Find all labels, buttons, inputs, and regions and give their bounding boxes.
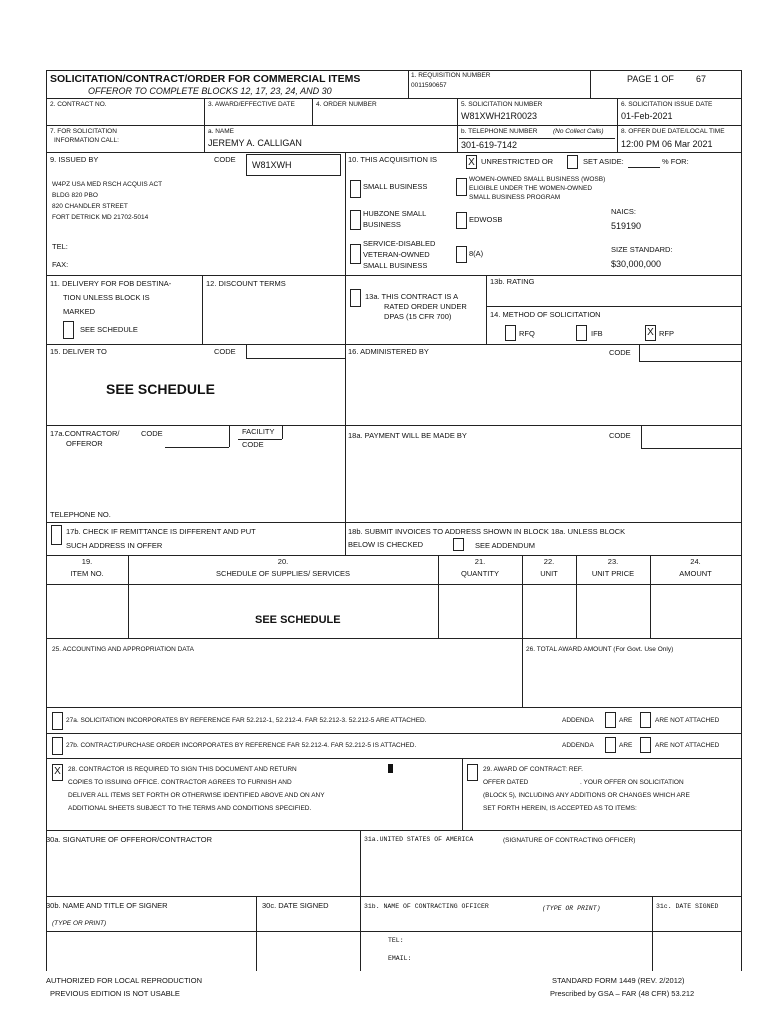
contractor-label-1: 17a.CONTRACTOR/ [50,429,120,438]
addenda-27a-are-checkbox[interactable] [605,712,616,728]
percent-for-label: % FOR: [662,157,689,166]
delivery-label-1: 11. DELIVERY FOR FOB DESTINA- [50,279,172,288]
issuer-tel: TEL: [52,242,68,251]
sign-line-2: COPIES TO ISSUING OFFICE. CONTRACTOR AGREES TO FURNISH AND [68,779,292,786]
phone-number: 301-619-7142 [461,140,518,150]
issuer-line-1: W4PZ USA MED RSCH ACQUIS ACT [52,181,163,188]
accounting-label: 25. ACCOUNTING AND APPROPRIATION DATA [52,646,194,653]
col-schedule: SCHEDULE OF SUPPLIES/ SERVICES [215,569,351,578]
signer-date-label: 30c. DATE SIGNED [262,901,329,910]
addenda-27b-not-checkbox[interactable] [640,737,651,753]
award-date-label: 3. AWARD/EFFECTIVE DATE [208,101,295,108]
contact-name: JEREMY A. CALLIGAN [208,138,302,148]
delivery-label-3: MARKED [63,307,96,316]
rated-line-1: 13a. THIS CONTRACT IS A [365,292,459,301]
invoice-line-1: 18b. SUBMIT INVOICES TO ADDRESS SHOWN IN BLOCK 18a. UNLESS BLOCK [348,527,626,536]
rfp-label: RFP [659,329,674,338]
requisition-number: 0011590657 [411,82,447,89]
deliver-to-label: 15. DELIVER TO [50,347,107,356]
contractor-code-label: CODE [141,429,163,438]
facility-label-2: CODE [242,440,264,449]
method-label: 14. METHOD OF SOLICITATION [490,310,601,319]
invoice-line-2: BELOW IS CHECKED [348,540,424,549]
col-23-number: 23. [607,557,619,566]
eight-a-checkbox[interactable] [456,246,467,263]
contact-name-label: a. NAME [208,128,235,135]
col-unit: UNIT [540,569,558,578]
facility-label-1: FACILITY [242,427,275,436]
hubzone-line-2: BUSINESS [363,220,401,229]
rated-line-3: DPAS (15 CFR 700) [384,312,452,321]
copies-mark [388,764,393,773]
administered-by-label: 16. ADMINISTERED BY [348,347,429,356]
phone-note: (No Collect Calls) [553,128,604,135]
unrestricted-checkbox[interactable]: X [466,155,477,169]
signer-name-label: 30b. NAME AND TITLE OF SIGNER [46,901,168,910]
sign-line-1: 28. CONTRACTOR IS REQUIRED TO SIGN THIS DOCUMENT AND RETURN [68,766,297,773]
issue-date-label: 6. SOLICITATION ISSUE DATE [621,101,713,108]
addenda-27a-label: ADDENDA [562,717,594,724]
addenda-27a-are: ARE [619,717,633,724]
footer-standard-form: STANDARD FORM 1449 (REV. 2/2012) [552,976,685,985]
issuer-fax: FAX: [52,260,69,269]
items-see-schedule: SEE SCHEDULE [255,614,341,626]
issuer-line-2: BLDG 820 PBO [52,192,98,199]
far-27a-checkbox[interactable] [52,712,63,730]
sign-line-3: DELIVER ALL ITEMS SET FORTH OR OTHERWISE IDENTIFIED ABOVE AND ON ANY [68,792,325,799]
co-tel-label: TEL: [388,937,404,944]
rfp-checkbox[interactable]: X [645,325,656,341]
issuer-line-3: 820 CHANDLER STREET [52,203,128,210]
co-signature-label: (SIGNATURE OF CONTRACTING OFFICER) [503,837,636,844]
addenda-27b-are-checkbox[interactable] [605,737,616,753]
wosb-line-2: ELIGIBLE UNDER THE WOMEN-OWNED [469,185,593,192]
addenda-27b-are: ARE [619,742,633,749]
deliver-to-see-schedule: SEE SCHEDULE [106,381,215,397]
addenda-27a-not: ARE NOT ATTACHED [655,717,720,724]
remittance-line-2: SUCH ADDRESS IN OFFER [66,541,163,550]
issued-by-label: 9. ISSUED BY [50,155,99,164]
sdvosb-line-3: SMALL BUSINESS [363,261,428,270]
small-business-checkbox[interactable] [350,180,361,198]
wosb-line-1: WOMEN-OWNED SMALL BUSINESS (WOSB) [469,176,606,183]
edwosb-label: EDWOSB [469,215,503,224]
footer-prescribed-by: Prescribed by GSA – FAR (48 CFR) 53.212 [550,989,695,998]
delivery-see-schedule: SEE SCHEDULE [80,325,138,334]
wosb-line-3: SMALL BUSINESS PROGRAM [469,194,561,201]
rated-order-checkbox[interactable] [350,289,361,307]
acquisition-label: 10. THIS ACQUISITION IS [348,155,438,164]
wosb-checkbox[interactable] [456,178,467,196]
ifb-checkbox[interactable] [576,325,587,341]
issued-code-label: CODE [214,155,236,164]
see-addendum-label: SEE ADDENDUM [475,541,536,550]
col-24-number: 24. [690,557,701,566]
rfq-checkbox[interactable] [505,325,516,341]
deliver-code-label: CODE [214,347,236,356]
sdvosb-line-1: SERVICE-DISABLED [363,239,436,248]
award-checkbox[interactable] [467,764,478,781]
form-title: SOLICITATION/CONTRACT/ORDER FOR COMMERCIAL ITEMS [50,73,361,85]
offeror-signature-label: 30a. SIGNATURE OF OFFEROR/CONTRACTOR [46,835,212,844]
hubzone-line-1: HUBZONE SMALL [363,209,427,218]
col-item-no: ITEM NO. [70,569,104,578]
page-total: 67 [696,74,707,84]
unrestricted-label: UNRESTRICTED OR [481,157,554,166]
requisition-label: 1. REQUISITION NUMBER [411,72,491,79]
naics-value: 519190 [611,221,642,231]
contractor-sign-checkbox[interactable]: X [52,764,63,781]
remittance-checkbox[interactable] [51,525,62,545]
far-27b-checkbox[interactable] [52,737,63,755]
issue-date: 01-Feb-2021 [621,111,673,121]
see-schedule-checkbox[interactable] [63,321,74,339]
hubzone-checkbox[interactable] [350,210,361,230]
far-27a-text: 27a. SOLICITATION INCORPORATES BY REFERENCE FAR 52.212-1, 52.212-4. FAR 52.212-3. 52.212-5 ARE ATTACHED. [66,717,427,724]
info-call-label-1: 7. FOR SOLICITATION [50,128,117,135]
rating-label: 13b. RATING [490,277,535,286]
naics-label: NAICS: [611,207,637,216]
delivery-label-2: TION UNLESS BLOCK IS [63,293,150,302]
rfq-label: RFQ [519,329,535,338]
solicitation-number: W81XWH21R0023 [461,111,538,121]
rated-line-2: RATED ORDER UNDER [384,302,467,311]
col-unit-price: UNIT PRICE [591,569,635,578]
col-19-number: 19. [81,557,93,566]
footer-previous-edition: PREVIOUS EDITION IS NOT USABLE [50,989,180,998]
col-amount: AMOUNT [679,569,712,578]
co-type-print: (TYPE OR PRINT) [542,905,601,912]
award-line-1: 29. AWARD OF CONTRACT: REF. [483,766,583,773]
small-business-label: SMALL BUSINESS [363,182,428,191]
addenda-27b-not: ARE NOT ATTACHED [655,742,720,749]
contract-no-label: 2. CONTRACT NO. [50,101,107,108]
addenda-27b-label: ADDENDA [562,742,594,749]
form-subtitle: OFFEROR TO COMPLETE BLOCKS 12, 17, 23, 24, AND 30 [88,86,332,96]
edwosb-checkbox[interactable] [456,212,467,229]
co-date-label: 31c. DATE SIGNED [656,903,719,910]
page-label: PAGE 1 OF [627,74,674,84]
payment-by-label: 18a. PAYMENT WILL BE MADE BY [348,431,467,440]
discount-terms-label: 12. DISCOUNT TERMS [206,279,286,288]
col-22-number: 22. [543,557,555,566]
remittance-line-1: 17b. CHECK IF REMITTANCE IS DIFFERENT AND PUT [66,527,256,536]
contractor-label-2: OFFEROR [66,439,103,448]
issuer-line-4: FORT DETRICK MD 21702-5014 [52,214,149,221]
col-21-number: 21. [474,557,486,566]
set-aside-label: SET ASIDE: [583,157,624,166]
col-quantity: QUANTITY [461,569,499,578]
award-line-2a: OFFER DATED [483,779,529,786]
see-addendum-checkbox[interactable] [453,538,464,551]
order-number-label: 4. ORDER NUMBER [316,101,377,108]
administered-code-label: CODE [609,348,631,357]
signer-type-print: (TYPE OR PRINT) [52,920,107,927]
info-call-label-2: INFORMATION CALL: [54,137,119,144]
far-27b-text: 27b. CONTRACT/PURCHASE ORDER INCORPORATES BY REFERENCE FAR 52.212-4. FAR 52.212-5 IS ATTACHED. [66,742,417,749]
issued-code: W81XWH [252,160,292,170]
col-20-number: 20. [277,557,289,566]
offer-due-label: 8. OFFER DUE DATE/LOCAL TIME [621,128,725,135]
co-name-label: 31b. NAME OF CONTRACTING OFFICER [364,903,489,910]
total-award-label: 26. TOTAL AWARD AMOUNT (For Govt. Use Only) [526,646,674,653]
co-email-label: EMAIL: [388,955,412,962]
sdvosb-checkbox[interactable] [350,244,361,264]
sdvosb-line-2: VETERAN-OWNED [363,250,430,259]
footer-authorized: AUTHORIZED FOR LOCAL REPRODUCTION [46,976,202,985]
offer-due-date: 12:00 PM 06 Mar 2021 [621,139,713,149]
phone-label: b. TELEPHONE NUMBER [461,128,538,135]
award-line-4: SET FORTH HEREIN, IS ACCEPTED AS TO ITEMS: [483,805,637,812]
eight-a-label: 8(A) [469,249,484,258]
addenda-27a-not-checkbox[interactable] [640,712,651,728]
solicitation-number-label: 5. SOLICITATION NUMBER [461,101,543,108]
usa-label: 31a.UNITED STATES OF AMERICA [364,836,474,843]
set-aside-checkbox[interactable] [567,155,578,169]
contractor-telephone-label: TELEPHONE NO. [50,510,111,519]
payment-code-label: CODE [609,431,631,440]
size-standard-label: SIZE STANDARD: [611,245,673,254]
size-standard-value: $30,000,000 [611,259,662,269]
award-line-2b: . YOUR OFFER ON SOLICITATION [580,779,684,786]
ifb-label: IFB [591,329,603,338]
sign-line-4: ADDITIONAL SHEETS SUBJECT TO THE TERMS AND CONDITIONS SPECIFIED. [68,805,312,812]
award-line-3: (BLOCK 5), INCLUDING ANY ADDITIONS OR CHANGES WHICH ARE [483,792,690,799]
